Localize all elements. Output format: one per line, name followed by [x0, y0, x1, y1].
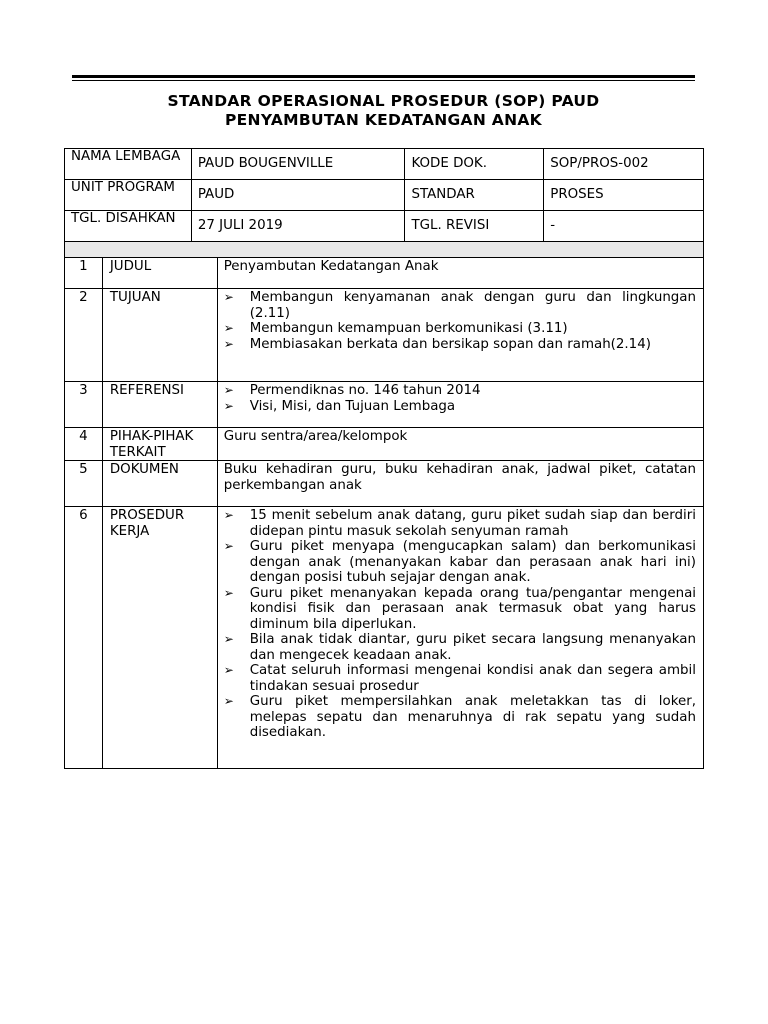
- row-content-referensi: [217, 382, 703, 428]
- row-label-referensi: REFERENSI: [102, 382, 217, 428]
- list-item: ➢ 15 menit sebelum anak datang, guru piket sudah siap dan berdiri didepan pintu masuk sekolah senyuman ramah: [223, 508, 696, 539]
- row-content-tujuan: [217, 289, 703, 382]
- list-item: ➢ Membiasakan berkata dan bersikap sopan dan ramah(2.14): [223, 336, 651, 352]
- table-row: [65, 382, 704, 428]
- info-label-tgl-revisi: TGL. REVISI: [405, 211, 544, 242]
- sop-table: [64, 257, 704, 769]
- top-rule-thin: [72, 80, 695, 81]
- list-item: ➢ Catat seluruh informasi mengenai kondisi anak dan segera ambil tindakan sesuai prosedur: [223, 663, 696, 694]
- arrow-bullet-icon: ➢: [223, 632, 234, 646]
- table-row: [65, 428, 704, 461]
- row-label-dokumen: DOKUMEN: [102, 461, 217, 507]
- list-item: ➢ Guru piket menyapa (mengucapkan salam) dan berkomunikasi dengan anak (menanyakan kabar dan perasaan anak hari ini) dengan posisi tubuh sejajar dengan anak.: [223, 539, 696, 585]
- info-value-nama-lembaga: PAUD BOUGENVILLE: [191, 149, 405, 180]
- arrow-bullet-icon: ➢: [223, 321, 234, 335]
- table-row: [65, 258, 704, 289]
- arrow-bullet-icon: ➢: [223, 694, 234, 708]
- row-label-prosedur-kerja: PROSEDUR KERJA: [102, 507, 217, 769]
- row-number: 3: [65, 382, 103, 428]
- info-label-nama-lembaga: NAMA LEMBAGA: [65, 149, 192, 180]
- row-label-judul: JUDUL: [102, 258, 217, 289]
- info-row: [65, 149, 704, 180]
- info-label-standar: STANDAR: [405, 180, 544, 211]
- row-number: 6: [65, 507, 103, 769]
- table-row: [65, 289, 704, 382]
- list-item: ➢ Guru piket menanyakan kepada orang tua/pengantar mengenai kondisi fisik dan perasaan anak termasuk obat yang harus diminum bila diperlukan.: [223, 585, 696, 632]
- gray-spacer-cell: [65, 242, 704, 258]
- list-item: ➢ Permendiknas no. 146 tahun 2014: [223, 383, 481, 398]
- arrow-bullet-icon: ➢: [223, 508, 234, 522]
- info-value-tgl-disahkan: 27 JULI 2019: [191, 211, 405, 242]
- row-number: 4: [65, 428, 103, 461]
- info-spacer-row: [65, 242, 704, 258]
- top-rule: [72, 75, 695, 78]
- arrow-bullet-icon: ➢: [223, 539, 234, 553]
- list-item: ➢ Guru piket mempersilahkan anak meletakkan tas di loker, melepas sepatu dan menaruhnya di rak sepatu yang sudah disediakan.: [223, 694, 696, 740]
- title-line-1: STANDAR OPERASIONAL PROSEDUR (SOP) PAUD: [167, 92, 600, 110]
- info-row: [65, 180, 704, 211]
- arrow-bullet-icon: ➢: [223, 663, 234, 677]
- row-label-pihak-terkait: PIHAK-PIHAK TERKAIT: [102, 428, 217, 461]
- info-value-kode-dok: SOP/PROS-002: [544, 149, 704, 180]
- info-label-unit-program: UNIT PROGRAM: [65, 180, 192, 211]
- info-value-standar: PROSES: [544, 180, 704, 211]
- row-number: 1: [65, 258, 103, 289]
- info-value-unit-program: PAUD: [191, 180, 405, 211]
- arrow-bullet-icon: ➢: [223, 290, 234, 304]
- info-row: [65, 211, 704, 242]
- table-row: [65, 507, 704, 769]
- info-label-kode-dok: KODE DOK.: [405, 149, 544, 180]
- row-content-judul: Penyambutan Kedatangan Anak: [217, 258, 703, 289]
- arrow-bullet-icon: ➢: [223, 398, 234, 413]
- document-title: [72, 92, 695, 130]
- arrow-bullet-icon: ➢: [223, 585, 234, 600]
- list-item: ➢ Membangun kemampuan berkomunikasi (3.11): [223, 321, 568, 336]
- row-content-pihak-terkait: Guru sentra/area/kelompok: [217, 428, 703, 461]
- row-number: 2: [65, 289, 103, 382]
- row-number: 5: [65, 461, 103, 507]
- arrow-bullet-icon: ➢: [223, 383, 234, 397]
- list-item: ➢ Bila anak tidak diantar, guru piket secara langsung menanyakan dan mengecek keadaan anak.: [223, 632, 696, 663]
- arrow-bullet-icon: ➢: [223, 336, 234, 351]
- row-content-prosedur-kerja: [217, 507, 703, 769]
- info-table: [64, 148, 704, 258]
- info-value-tgl-revisi: -: [544, 211, 704, 242]
- list-item: ➢ Visi, Misi, dan Tujuan Lembaga: [223, 398, 456, 414]
- row-label-tujuan: TUJUAN: [102, 289, 217, 382]
- row-content-dokumen: Buku kehadiran guru, buku kehadiran anak, jadwal piket, catatan perkembangan anak: [217, 461, 703, 507]
- list-item: ➢ Membangun kenyamanan anak dengan guru dan lingkungan (2.11): [223, 290, 696, 321]
- table-row: [65, 461, 704, 507]
- info-label-tgl-disahkan: TGL. DISAHKAN: [65, 211, 192, 242]
- title-line-2: PENYAMBUTAN KEDATANGAN ANAK: [225, 111, 542, 129]
